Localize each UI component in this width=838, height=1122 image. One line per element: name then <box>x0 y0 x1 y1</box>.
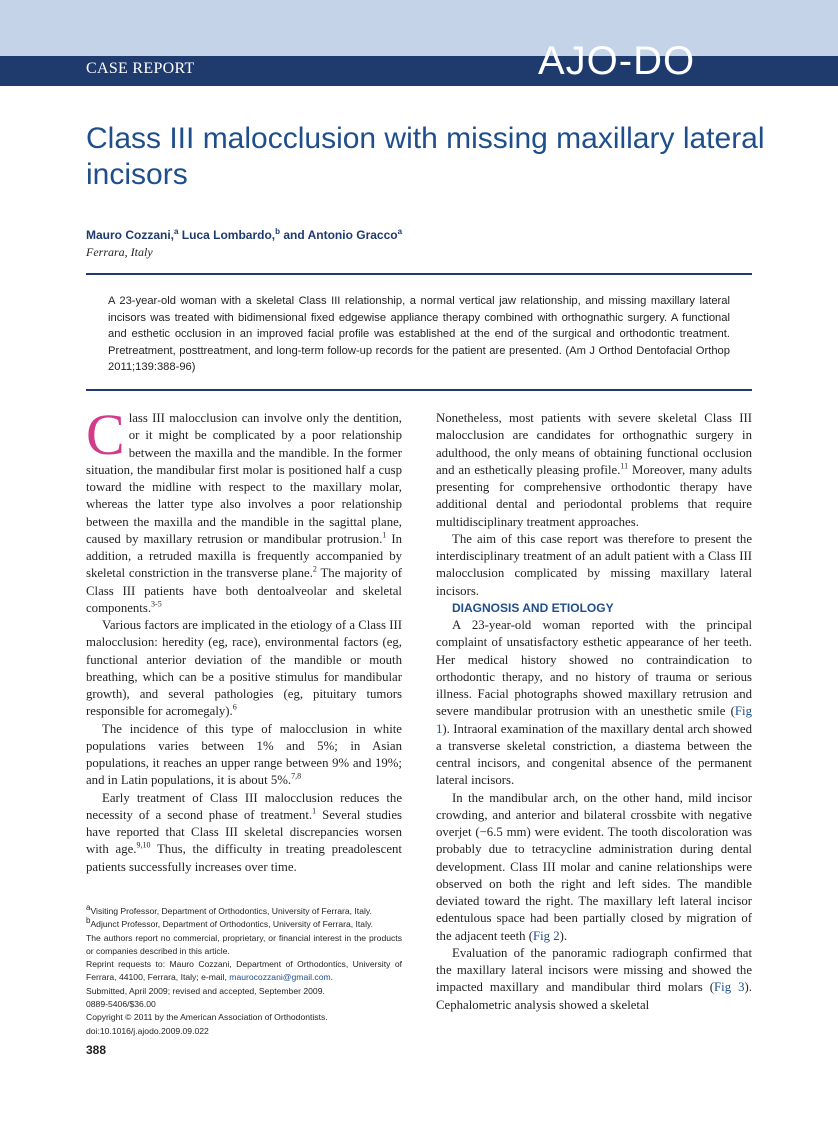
text-run: The majority of Class III patients have both dentoalveolar and skeletal components. <box>86 566 403 615</box>
body-paragraph <box>436 945 752 1014</box>
doi: doi:10.1016/j.ajodo.2009.09.022 <box>86 1025 209 1036</box>
author-list <box>86 228 402 242</box>
body-paragraph <box>86 790 402 876</box>
body-paragraph <box>86 617 402 721</box>
author-affiliation-mark: a <box>174 227 179 236</box>
author-name: Mauro Cozzani, <box>86 228 175 242</box>
issn: 0889-5406/$36.00 <box>86 999 156 1010</box>
body-left-column <box>86 402 403 876</box>
submission-dates: Submitted, April 2009; revised and accepted, September 2009. <box>86 985 325 996</box>
text-run: lass III malocclusion can involve only the dentition, or it might be complicated by a poor relationship between the maxilla and the mandible. In the former situation, the mandibular first molar is positioned half a cusp toward the midline with respect to the maxillary molar, whereas the latter type also involves a poor relationship between the maxilla and the mandible in the sagittal plane, caused by maxillary retrusion or mandibular protrusion. <box>86 411 402 546</box>
drop-cap: C <box>86 402 125 467</box>
text-run: In the mandibular arch, on the other hand, mild incisor crowding, and anterior and bilateral crossbite with negative overjet (−6.5 mm) were evident. The tooth discoloration was probably due to tetracycline administration during dental development. Class III molar and canine relationships were observed on both the right and left sides. The mandible deviated toward the right. The maxillary left lateral incisor edentulous space had been partially closed by migration of the adjacent teeth ( <box>436 790 752 943</box>
body-paragraph <box>436 617 752 790</box>
affiliation: Ferrara, Italy <box>86 245 153 259</box>
footnote-b <box>86 918 402 931</box>
text-run: ). <box>559 928 568 943</box>
body-paragraph <box>436 410 752 531</box>
figure-link[interactable]: Fig 1 <box>436 704 752 736</box>
reference-citation: 1 <box>382 530 387 540</box>
author-affiliation-mark: a <box>397 227 403 236</box>
abstract-top-rule <box>86 273 752 275</box>
article-title: Class III malocclusion with missing maxillary lateral incisors <box>86 122 765 191</box>
reprint-note <box>86 958 402 985</box>
body-paragraph <box>86 721 402 790</box>
text-run: Various factors are implicated in the etiology of a Class III malocclusion: heredity (eg, race), environmental factors (eg, functional anterior deviation of the mandible or mouth breathing, which can be a positive stimulus for mandibular growth), and several pathologies (eg, pituitary tumors responsible for acromegaly). <box>86 618 402 719</box>
author-name: and Antonio Gracco <box>280 228 398 242</box>
header-band-light <box>0 0 838 56</box>
disclosure-note: The authors report no commercial, proprietary, or financial interest in the products or companies described in this article. <box>86 932 402 956</box>
author-affiliation-mark: b <box>275 227 281 236</box>
reference-citation: 1 <box>312 806 317 816</box>
section-label: CASE REPORT <box>86 60 195 77</box>
reference-citation: 11 <box>620 461 629 471</box>
reference-citation: 3-5 <box>151 599 162 609</box>
reference-citation: 7,8 <box>291 771 302 781</box>
text-run: Evaluation of the panoramic radiograph confirmed that the maxillary lateral incisors were missing and showed the impacted maxillary and mandibular third molars ( <box>436 945 752 995</box>
text-run: In addition, a retruded maxilla is frequently accompanied by skeletal constriction in the transverse plane. <box>86 531 402 581</box>
body-paragraph <box>436 790 752 945</box>
figure-link[interactable]: Fig 2 <box>533 928 560 943</box>
text-run: Early treatment of Class III malocclusion reduces the necessity of a second phase of treatment. <box>86 790 402 822</box>
text-run: Moreover, many adults presenting for comprehensive orthodontic therapy have additional dental and periodontal problems that require multidisciplinary treatment approaches. <box>436 462 752 529</box>
footnote-mark: a <box>86 903 91 913</box>
footnote-text: Reprint requests to: Mauro Cozzani, Department of Orthodontics, University of Ferrara, 44100, Ferrara, Italy; e-mail, <box>86 959 402 983</box>
body-right-column <box>436 410 752 1014</box>
text-run: The incidence of this type of malocclusion in white populations varies between 1% and 5%; in Asian populations, it reaches an upper range between 9% and 19%; and in Latin populations, it is about 5%. <box>86 721 402 788</box>
footnotes <box>86 905 402 1038</box>
figure-link[interactable]: Fig 3 <box>714 980 745 995</box>
reference-citation: 9,10 <box>136 840 151 850</box>
text-run: Several studies have reported that Class III skeletal discrepancies worsen with age. <box>86 807 402 857</box>
email-link[interactable]: maurocozzani@gmail.com <box>229 972 331 983</box>
journal-logo: AJO-DO <box>538 39 696 83</box>
copyright: Copyright © 2011 by the American Association of Orthodontists. <box>86 1012 328 1023</box>
text-run: Nonetheless, most patients with severe skeletal Class III malocclusion are candidates for orthognathic surgery in adulthood, the only means of obtaining functional occlusion and an esthetically pleasing profile. <box>436 411 752 477</box>
body-paragraph <box>436 531 752 600</box>
text-run: The aim of this case report was therefore to present the interdisciplinary treatment of an adult patient with a Class III malocclusion complicated by missing maxillary lateral incisors. <box>436 531 752 598</box>
text-run: Thus, the difficulty in treating preadolescent patients successfully increases over time. <box>86 842 402 874</box>
text-run: ). Intraoral examination of the maxillary dental arch showed a transverse skeletal constriction, a diastema between the central incisors, and congenital absence of the permanent lateral incisors. <box>436 721 752 788</box>
text-run: ). Cephalometric analysis showed a skeletal <box>436 980 752 1012</box>
author-name: Luca Lombardo, <box>178 228 276 242</box>
section-heading: DIAGNOSIS AND ETIOLOGY <box>452 600 614 615</box>
page-number: 388 <box>86 1043 107 1057</box>
footnote-text: Adjunct Professor, Department of Orthodontics, University of Ferrara, Italy. <box>90 919 374 930</box>
abstract-bottom-rule <box>86 389 752 391</box>
footnote-text: . <box>330 972 334 983</box>
intro-paragraph <box>86 402 403 617</box>
footnote-a <box>86 905 402 918</box>
text-run: A 23-year-old woman reported with the principal complaint of unsatisfactory esthetic appearance of her teeth. Her medical history showed no contraindication to orthodontic therapy, and no history of trauma or serious illness. Facial photographs showed maxillary retrusion and severe mandibular protrusion with an unesthetic smile ( <box>436 618 752 719</box>
footnote-mark: b <box>86 916 91 926</box>
footnote-text: Visiting Professor, Department of Orthodontics, University of Ferrara, Italy. <box>90 906 372 916</box>
reference-citation: 6 <box>232 702 237 712</box>
abstract: A 23-year-old woman with a skeletal Class III relationship, a normal vertical jaw relationship, and missing maxillary lateral incisors was treated with bidimensional fixed edgewise appliance therapy combined with orthognathic surgery. A functional and esthetic occlusion in an improved facial profile was established at the end of the surgical and orthodontic treatment. Pretreatment, posttreatment, and long-term follow-up records for the patient are presented. (Am J Orthod Dentofacial Orthop 2011;139:388-96) <box>108 295 730 374</box>
reference-citation: 2 <box>312 564 317 574</box>
